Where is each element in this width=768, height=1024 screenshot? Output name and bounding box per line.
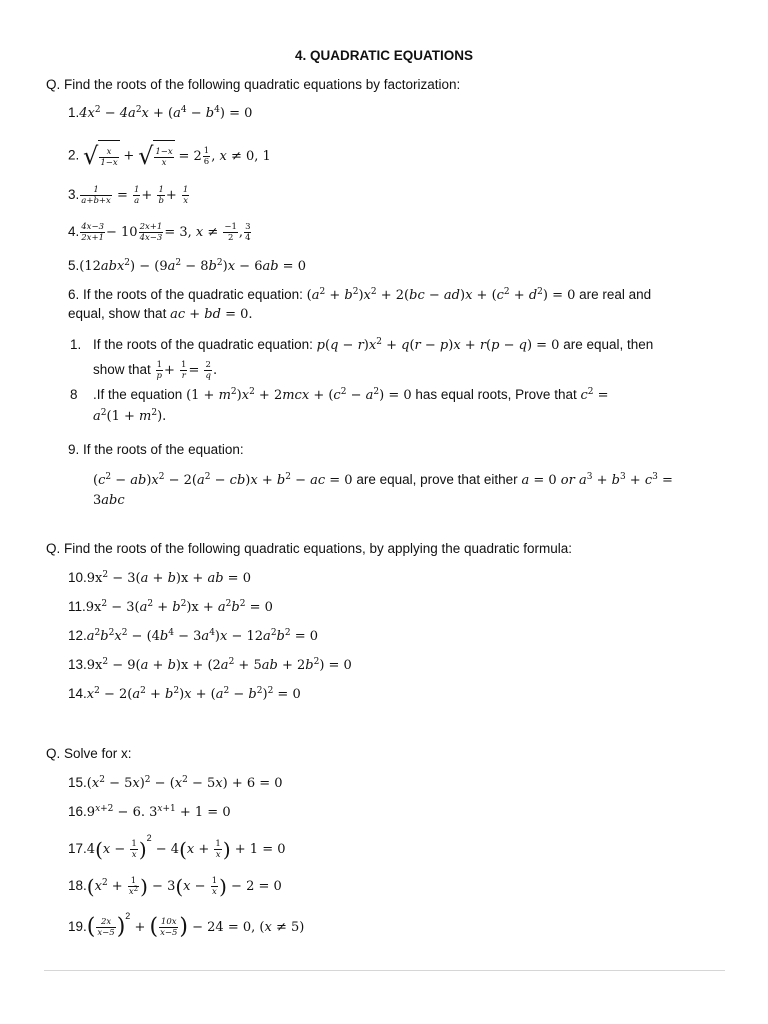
equation-15: $15.(x^2 - 5x)^2 - (x^2 - 5x) + 6 = 0$: [68, 775, 283, 791]
equation-12: $12.a^2b^2x^2 - (4b^4 - 3a^4)x - 12a^2b^2 = 0$: [68, 628, 319, 644]
question-7-line-2: show that $\frac{1}{p}$ + $\frac{1}{r}$ = $\frac{2}{q}$ .: [93, 359, 218, 381]
equation-2: 2. √ $\frac{x}{1-x}$ + √ $\frac{1-x}{x}$ = 2 $\frac{1}{6}$ , x ≠ 0, 1: [68, 142, 271, 170]
equation-19: 19.( $\frac{2x}{x-5}$ )$^2$ + ( $\frac{10x}{x-5}$ ) − 24 = 0, (x ≠ 5): [68, 911, 305, 940]
question-8-line-2: $a^2(1 + m^2)$.: [93, 408, 167, 424]
equation-17: 17.4(x − $\frac{1}{x}$ )$^2$ − 4(x + $\frac{1}{x}$ ) + 1 = 0: [68, 833, 286, 862]
equation-1: $1.4x^2 - 4a^2x + (a^4 - b^4) = 0$: [68, 105, 253, 121]
question-7-number: 1.: [70, 337, 82, 352]
equation-14: $14.x^2 - 2(a^2 + b^2)x + (a^2 - b^2)^2 = 0$: [68, 686, 301, 702]
question-9-line-3: 3abc: [93, 493, 125, 508]
equation-10: $10.9x^2 - 3(a + b)x$ + ab = 0: [68, 570, 251, 586]
equation-5: $5.(12abx^2) - (9a^2 - 8b^2)x - 6ab = 0$: [68, 258, 306, 274]
question-6-line-1: 6. If the roots of the quadratic equation: $(a^2 + b^2)x^2 + 2(bc - ad)x + (c^2 + d^2) = 0$ are real and: [68, 287, 652, 303]
equation-16: $16.9^{x+2} - 6$. $3^{x+1} + 1 = 0$: [68, 804, 231, 820]
equation-11: $11.9x^2 - 3(a^2 + b^2)x + a^2b^2 = 0$: [68, 599, 273, 615]
question-8-line-1: .If the equation $(1 + m^2)x^2 + 2mcx + (c^2 - a^2) = 0$ has equal roots, Prove that $c^2$ =: [93, 387, 609, 403]
equation-13: $13.9x^2 - 9(a + b)x + (2a^2 + 5ab + 2b^2) = 0$: [68, 657, 352, 673]
equation-4: 4. $\frac{4x-3}{2x+1}$ − 10 $\frac{2x+1}{4x-3}$ = 3, x ≠ $\frac{-1}{2}$ , $\frac{3}{4}$: [68, 221, 251, 243]
question-6-line-2: equal, show that ac + bd = 0.: [68, 306, 253, 322]
question-8-number: 8: [70, 387, 78, 402]
question-7-line-1: If the roots of the quadratic equation: $p(q - r)x^2 + q(r - p)x + r(p - q) = 0$ are equal, then: [93, 337, 654, 353]
section-heading-factorization: Q. Find the roots of the following quadratic equations by factorization:: [46, 77, 461, 92]
footer-divider: [44, 970, 725, 971]
question-9-line-1: 9. If the roots of the equation:: [68, 442, 244, 457]
section-heading-formula: Q. Find the roots of the following quadratic equations, by applying the quadratic formula:: [46, 541, 573, 556]
page-title: 4. QUADRATIC EQUATIONS: [294, 48, 473, 63]
section-heading-solve: Q. Solve for x:: [46, 746, 132, 761]
question-9-line-2: $(c^2 - ab)x^2 - 2(a^2 - cb)x + b^2$ − ac = 0 are equal, prove that either a = 0 or $a^3 + b^3 + c^3$ =: [93, 472, 673, 488]
equation-18: $18.(x^2$ + $\frac{1}{x^2}$ ) − 3(x − $\frac{1}{x}$ ) − 2 = 0: [68, 874, 282, 899]
equation-3: 3. $\frac{1}{a+b+x}$ = $\frac{1}{a}$ + $\frac{1}{b}$ + $\frac{1}{x}$: [68, 184, 189, 206]
